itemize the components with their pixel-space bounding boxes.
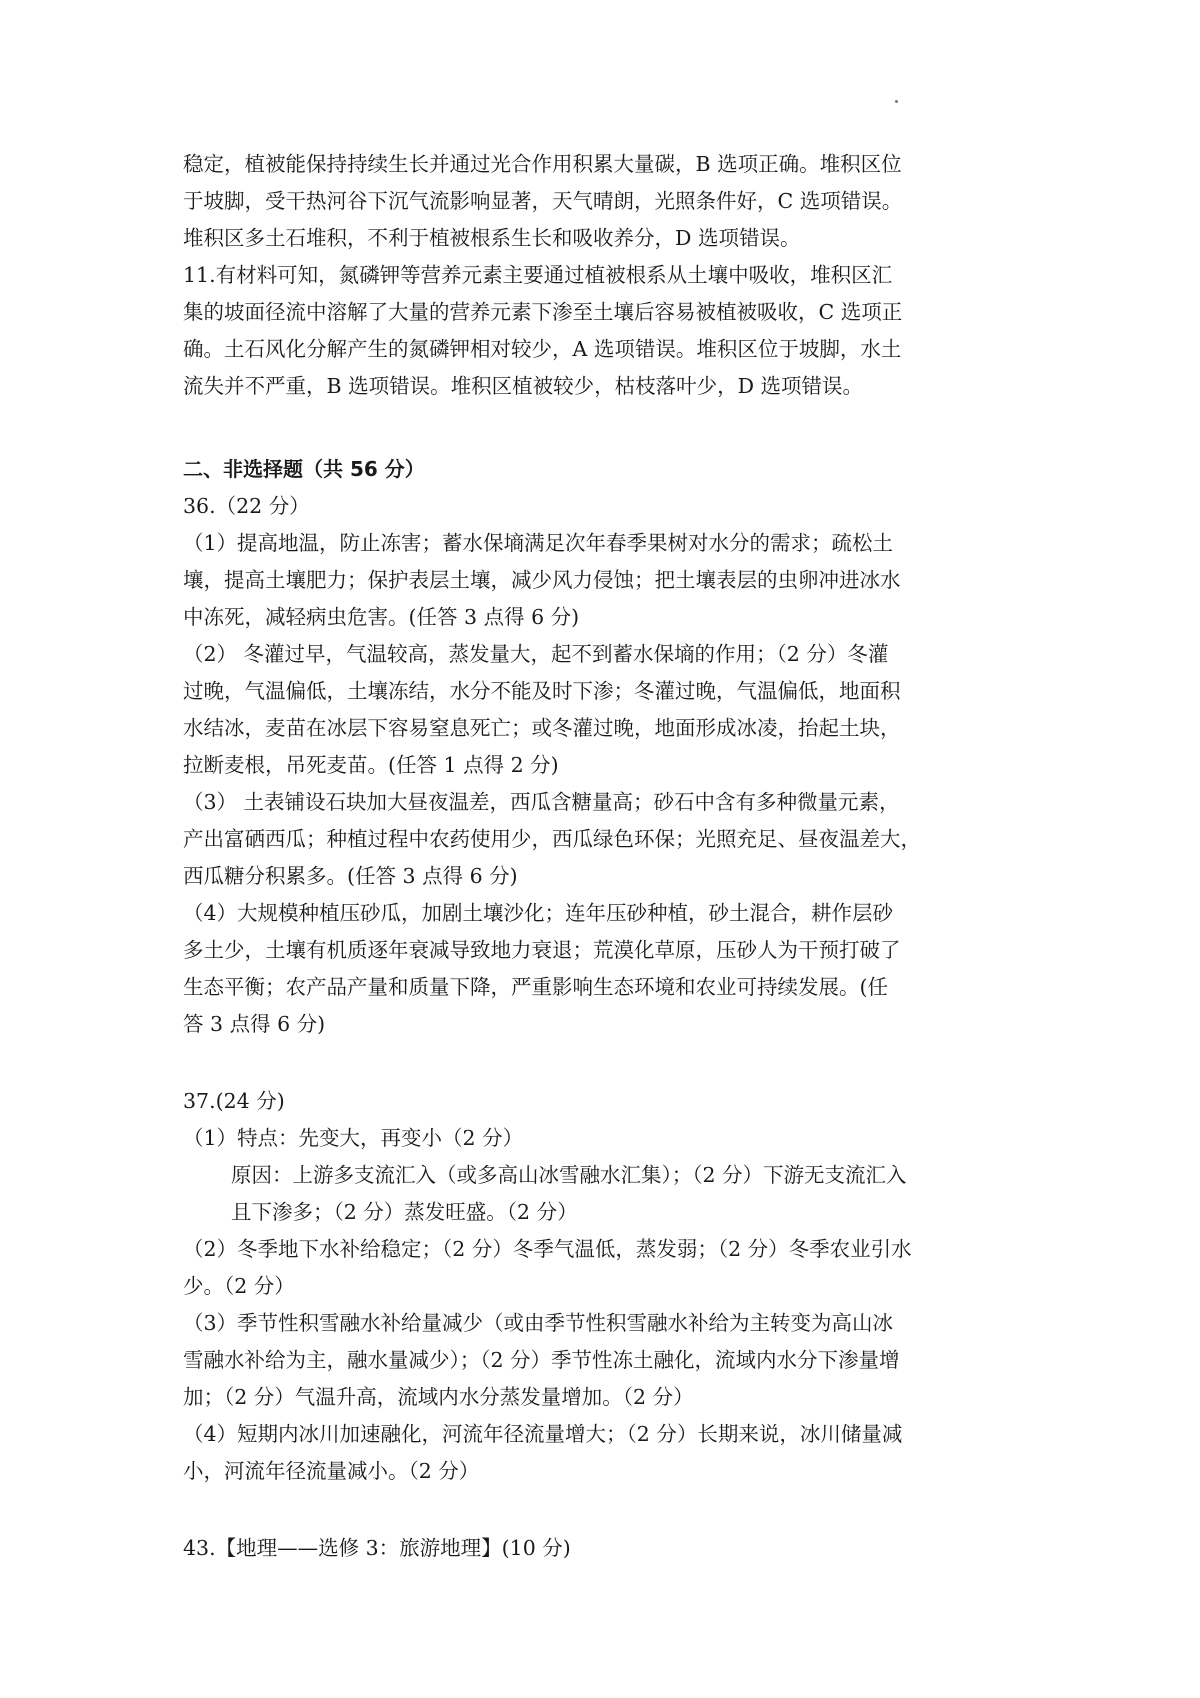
text-line: 生态平衡；农产品产量和质量下降，严重影响生态环境和农业可持续发展。(任	[183, 975, 888, 999]
text-line: 加；（2 分）气温升高，流域内水分蒸发量增加。（2 分）	[183, 1385, 694, 1409]
scan-speck	[895, 100, 898, 103]
text-line: 原因：上游多支流汇入（或多高山冰雪融水汇集）；（2 分）下游无支流汇入	[231, 1163, 907, 1187]
q10-q11-explanation	[183, 146, 1028, 405]
text-line: 堆积区多土石堆积，不利于植被根系生长和吸收养分，D 选项错误。	[183, 226, 801, 250]
text-line: （2）冬季地下水补给稳定；（2 分）冬季气温低，蒸发弱；（2 分）冬季农业引水	[183, 1237, 912, 1261]
question-number: 37.(24 分)	[183, 1089, 285, 1113]
text-line: 小，河流年径流量减小。（2 分）	[183, 1459, 480, 1483]
text-line: （2） 冬灌过早，气温较高，蒸发量大，起不到蓄水保墒的作用；（2 分）冬灌	[183, 642, 889, 666]
q36-answer	[183, 488, 1028, 1043]
text-line: 产出富硒西瓜；种植过程中农药使用少，西瓜绿色环保；光照充足、昼夜温差大，	[183, 827, 921, 851]
text-line: 水结冰，麦苗在冰层下容易窒息死亡；或冬灌过晚，地面形成冰凌，抬起土块，	[183, 716, 901, 740]
text-line: （3）季节性积雪融水补给量减少（或由季节性积雪融水补给为主转变为高山冰	[183, 1311, 894, 1335]
q37-answer	[183, 1083, 1028, 1490]
text-line: 答 3 点得 6 分)	[183, 1012, 326, 1036]
text-line: 雪融水补给为主，融水量减少）；（2 分）季节性冻土融化，流域内水分下渗量增	[183, 1348, 900, 1372]
text-line: 过晚，气温偏低，土壤冻结，水分不能及时下渗；冬灌过晚，气温偏低，地面积	[183, 679, 901, 703]
text-line: 于坡脚，受干热河谷下沉气流影响显著，天气晴朗，光照条件好，C 选项错误。	[183, 189, 903, 213]
text-line: 流失并不严重，B 选项错误。堆积区植被较少，枯枝落叶少，D 选项错误。	[183, 374, 864, 398]
text-line: 集的坡面径流中溶解了大量的营养元素下渗至土壤后容易被植被吸收，C 选项正	[183, 300, 903, 324]
text-line: 少。（2 分）	[183, 1274, 295, 1298]
text-line: 西瓜糖分积累多。(任答 3 点得 6 分)	[183, 864, 518, 888]
text-line: （3） 土表铺设石块加大昼夜温差，西瓜含糖量高；砂石中含有多种微量元素，	[183, 790, 900, 814]
text-line: 稳定，植被能保持持续生长并通过光合作用积累大量碳，B 选项正确。堆积区位	[183, 152, 902, 176]
text-line: 且下渗多；（2 分）蒸发旺盛。（2 分）	[231, 1200, 578, 1224]
text-line: （4）短期内冰川加速融化，河流年径流量增大；（2 分）长期来说，冰川储量减	[183, 1422, 903, 1446]
answer-content	[183, 146, 1028, 1567]
text-line: （1）提高地温，防止冻害；蓄水保墒满足次年春季果树对水分的需求；疏松土	[183, 531, 894, 555]
text-line: 11.有材料可知，氮磷钾等营养元素主要通过植被根系从土壤中吸收，堆积区汇	[183, 263, 893, 287]
question-number: 36.（22 分）	[183, 494, 310, 518]
section-heading: 二、非选择题（共 56 分）	[183, 457, 425, 481]
text-line: 中冻死，减轻病虫危害。(任答 3 点得 6 分)	[183, 605, 580, 629]
text-line: 壤，提高土壤肥力；保护表层土壤，减少风力侵蚀；把土壤表层的虫卵冲进冰水	[183, 568, 901, 592]
text-line: （4）大规模种植压砂瓜，加剧土壤沙化；连年压砂种植，砂土混合，耕作层砂	[183, 901, 894, 925]
text-line: 多土少，土壤有机质逐年衰减导致地力衰退；荒漠化草原，压砂人为干预打破了	[183, 938, 901, 962]
text-line: （1）特点：先变大，再变小（2 分）	[183, 1126, 524, 1150]
question-number: 43.【地理——选修 3：旅游地理】(10 分)	[183, 1536, 571, 1560]
text-line: 拉断麦根，吊死麦苗。(任答 1 点得 2 分)	[183, 753, 559, 777]
text-line: 确。土石风化分解产生的氮磷钾相对较少，A 选项错误。堆积区位于坡脚，水土	[183, 337, 902, 361]
